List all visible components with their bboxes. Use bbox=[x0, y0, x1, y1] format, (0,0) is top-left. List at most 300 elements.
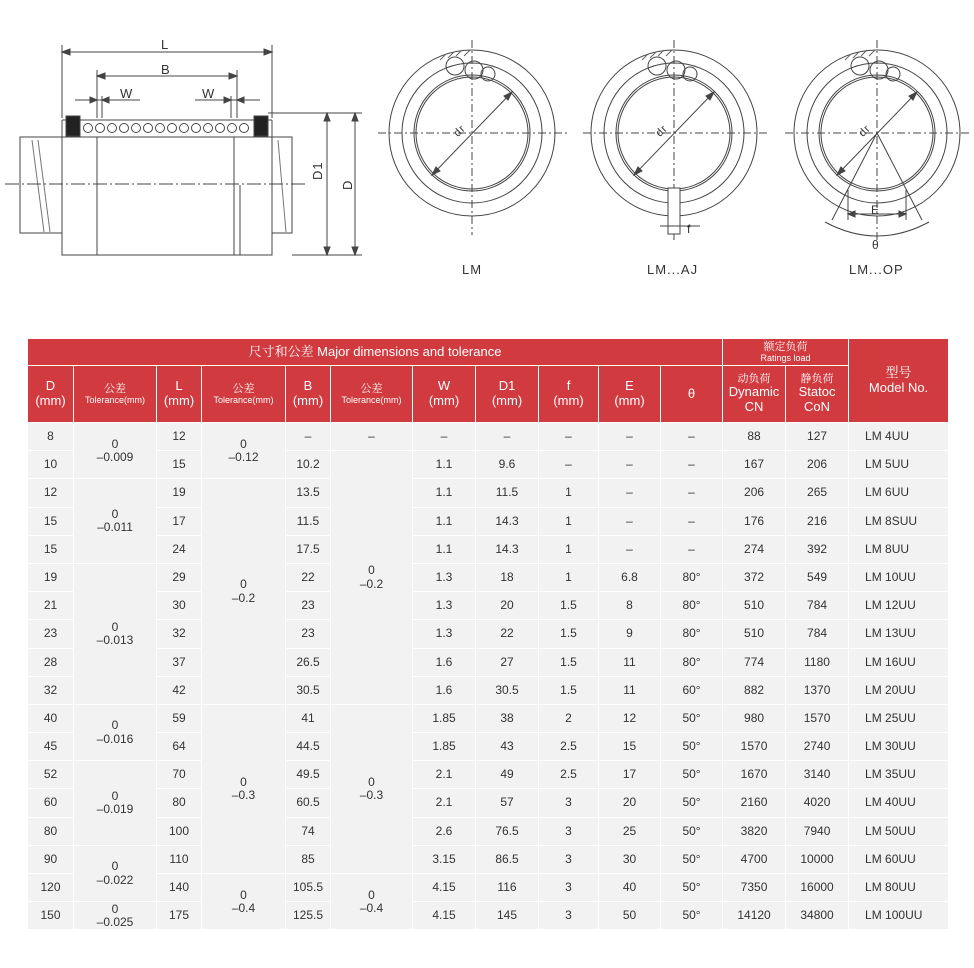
cell-f: 3 bbox=[539, 845, 599, 873]
tolerance-lower: –0.3 bbox=[231, 787, 256, 802]
tolerance-upper: 0 bbox=[240, 436, 247, 451]
cell-L: 110 bbox=[157, 845, 202, 873]
cell-f: – bbox=[539, 451, 599, 479]
cell-dynamic-load: 7350 bbox=[723, 874, 786, 902]
cell-L: 59 bbox=[157, 704, 202, 732]
cell-static-load: 1370 bbox=[786, 676, 849, 704]
cell-L: 64 bbox=[157, 733, 202, 761]
view-label-lm-op: LM...OP bbox=[849, 262, 904, 277]
cell-theta: 80° bbox=[661, 592, 723, 620]
cell-B: 60.5 bbox=[286, 789, 331, 817]
cell-E: 17 bbox=[599, 761, 661, 789]
tolerance-B-cell bbox=[331, 423, 413, 451]
table-row bbox=[28, 451, 949, 479]
seal-left bbox=[66, 116, 80, 136]
dim-D-label: D bbox=[340, 179, 355, 190]
cell-D: 23 bbox=[28, 620, 74, 648]
tolerance-upper: – bbox=[368, 429, 375, 443]
cell-D: 60 bbox=[28, 789, 74, 817]
cell-theta: 50° bbox=[661, 902, 723, 930]
cell-E: 40 bbox=[599, 874, 661, 902]
cell-f: 1.5 bbox=[539, 676, 599, 704]
cell-B: 74 bbox=[286, 817, 331, 845]
view-label-lm-aj: LM...AJ bbox=[647, 262, 699, 277]
dim-D1-label: D1 bbox=[310, 161, 325, 180]
cell-dynamic-load: 510 bbox=[723, 620, 786, 648]
cell-W: 1.1 bbox=[413, 479, 476, 507]
lm-op-dr-label: dr bbox=[856, 122, 874, 140]
tolerance-L-cell bbox=[202, 874, 286, 930]
tolerance-D-cell bbox=[74, 704, 157, 760]
ratings-header-cn: 额定负荷 bbox=[763, 340, 808, 353]
cell-D1: 49 bbox=[476, 761, 539, 789]
cell-model-no: LM 20UU bbox=[849, 676, 949, 704]
tolerance-lower: –0.025 bbox=[96, 914, 134, 929]
dim-W-left-label: W bbox=[120, 86, 134, 101]
cell-dynamic-load: 774 bbox=[723, 648, 786, 676]
cell-D: 28 bbox=[28, 648, 74, 676]
cell-theta: – bbox=[661, 451, 723, 479]
cell-theta: – bbox=[661, 507, 723, 535]
cell-B: 10.2 bbox=[286, 451, 331, 479]
cell-f: 1.5 bbox=[539, 620, 599, 648]
tolerance-lower: –0.2 bbox=[359, 576, 384, 591]
tolerance-upper: 0 bbox=[240, 887, 247, 902]
col-dynamic: 动负荷 Dynamic CN bbox=[723, 366, 786, 423]
cell-B: 105.5 bbox=[286, 874, 331, 902]
table-row bbox=[28, 535, 949, 563]
cell-D1: 20 bbox=[476, 592, 539, 620]
tolerance-D-cell bbox=[74, 479, 157, 564]
cell-theta: 80° bbox=[661, 620, 723, 648]
cell-f: 2 bbox=[539, 704, 599, 732]
cell-W: 1.6 bbox=[413, 676, 476, 704]
cell-theta: 50° bbox=[661, 817, 723, 845]
tolerance-L-cell bbox=[202, 479, 286, 705]
cell-E: 50 bbox=[599, 902, 661, 930]
shaft bbox=[20, 137, 62, 233]
cell-W: 1.1 bbox=[413, 535, 476, 563]
cell-D1: 30.5 bbox=[476, 676, 539, 704]
cell-theta: 50° bbox=[661, 874, 723, 902]
cell-static-load: 392 bbox=[786, 535, 849, 563]
cell-W: 1.6 bbox=[413, 648, 476, 676]
cell-D1: 22 bbox=[476, 620, 539, 648]
cell-dynamic-load: 88 bbox=[723, 423, 786, 451]
cell-f: 3 bbox=[539, 874, 599, 902]
cell-f: 1.5 bbox=[539, 592, 599, 620]
cell-L: 37 bbox=[157, 648, 202, 676]
dim-W-right-label: W bbox=[202, 86, 216, 101]
cell-D: 150 bbox=[28, 902, 74, 930]
cell-dynamic-load: 510 bbox=[723, 592, 786, 620]
cell-model-no: LM 10UU bbox=[849, 563, 949, 591]
tolerance-upper: 0 bbox=[111, 901, 119, 916]
tolerance-lower: –0.013 bbox=[96, 632, 134, 647]
side-view bbox=[5, 45, 362, 255]
cell-f: 1 bbox=[539, 479, 599, 507]
cell-model-no: LM 60UU bbox=[849, 845, 949, 873]
cell-D1: 38 bbox=[476, 704, 539, 732]
cell-model-no: LM 25UU bbox=[849, 704, 949, 732]
cell-L: 42 bbox=[157, 676, 202, 704]
cell-B: 49.5 bbox=[286, 761, 331, 789]
cell-E: – bbox=[599, 507, 661, 535]
cell-B: 11.5 bbox=[286, 507, 331, 535]
tolerance-upper: 0 bbox=[368, 887, 375, 902]
tolerance-B-cell bbox=[331, 874, 413, 930]
cell-static-load: 1180 bbox=[786, 648, 849, 676]
cell-D: 15 bbox=[28, 507, 74, 535]
cell-dynamic-load: 167 bbox=[723, 451, 786, 479]
cell-B: 125.5 bbox=[286, 902, 331, 930]
cell-theta: 50° bbox=[661, 761, 723, 789]
tolerance-lower: –0.009 bbox=[96, 449, 134, 464]
cell-W: 1.85 bbox=[413, 704, 476, 732]
col-tol-B: 公差 Tolerance(mm) bbox=[331, 366, 413, 423]
cell-dynamic-load: 1670 bbox=[723, 761, 786, 789]
cell-E: – bbox=[599, 535, 661, 563]
tolerance-D-cell bbox=[74, 845, 157, 901]
cell-W: 2.1 bbox=[413, 761, 476, 789]
dimension-table bbox=[27, 338, 949, 930]
cell-B: 23 bbox=[286, 620, 331, 648]
col-W: W (mm) bbox=[413, 366, 476, 423]
cell-dynamic-load: 206 bbox=[723, 479, 786, 507]
cell-D: 90 bbox=[28, 845, 74, 873]
ball-row bbox=[84, 124, 249, 133]
cell-E: 12 bbox=[599, 704, 661, 732]
cell-B: – bbox=[286, 423, 331, 451]
cell-static-load: 127 bbox=[786, 423, 849, 451]
cell-dynamic-load: 4700 bbox=[723, 845, 786, 873]
tolerance-upper: 0 bbox=[111, 718, 119, 733]
cell-theta: – bbox=[661, 423, 723, 451]
cell-L: 100 bbox=[157, 817, 202, 845]
cell-D: 45 bbox=[28, 733, 74, 761]
cell-D: 40 bbox=[28, 704, 74, 732]
cell-f: – bbox=[539, 423, 599, 451]
cell-D1: 43 bbox=[476, 733, 539, 761]
group-header: 尺寸和公差 Major dimensions and tolerance bbox=[28, 339, 723, 366]
cell-f: 2.5 bbox=[539, 733, 599, 761]
cell-dynamic-load: 980 bbox=[723, 704, 786, 732]
cell-static-load: 4020 bbox=[786, 789, 849, 817]
tolerance-lower: –0.011 bbox=[97, 520, 133, 535]
cell-model-no: LM 80UU bbox=[849, 874, 949, 902]
lm-op-theta-label: θ bbox=[872, 238, 880, 252]
cell-D1: 14.3 bbox=[476, 507, 539, 535]
model-header-cn: 型号 bbox=[885, 364, 912, 380]
cell-D1: 76.5 bbox=[476, 817, 539, 845]
cell-model-no: LM 6UU bbox=[849, 479, 949, 507]
tolerance-D-cell bbox=[74, 761, 157, 846]
table-row bbox=[28, 507, 949, 535]
cell-f: 1 bbox=[539, 507, 599, 535]
cell-D: 8 bbox=[28, 423, 74, 451]
cell-D1: 27 bbox=[476, 648, 539, 676]
cell-B: 30.5 bbox=[286, 676, 331, 704]
tolerance-lower: –0.3 bbox=[359, 787, 384, 802]
cell-E: 11 bbox=[599, 676, 661, 704]
cell-D1: 14.3 bbox=[476, 535, 539, 563]
cell-E: 20 bbox=[599, 789, 661, 817]
cell-theta: – bbox=[661, 535, 723, 563]
cell-B: 41 bbox=[286, 704, 331, 732]
cell-model-no: LM 12UU bbox=[849, 592, 949, 620]
cell-model-no: LM 50UU bbox=[849, 817, 949, 845]
cell-static-load: 2740 bbox=[786, 733, 849, 761]
cell-static-load: 265 bbox=[786, 479, 849, 507]
cell-W: – bbox=[413, 423, 476, 451]
cell-W: 2.1 bbox=[413, 789, 476, 817]
model-header bbox=[849, 339, 949, 423]
cell-L: 17 bbox=[157, 507, 202, 535]
cell-E: 9 bbox=[599, 620, 661, 648]
cell-W: 1.1 bbox=[413, 507, 476, 535]
cell-D: 21 bbox=[28, 592, 74, 620]
cell-f: 3 bbox=[539, 817, 599, 845]
cell-D: 52 bbox=[28, 761, 74, 789]
col-tol-D: 公差 Tolerance(mm) bbox=[74, 366, 157, 423]
tolerance-upper: 0 bbox=[111, 859, 119, 874]
lm-aj-f-label: f bbox=[687, 222, 692, 236]
tolerance-lower: –0.016 bbox=[96, 731, 134, 746]
cell-model-no: LM 8UU bbox=[849, 535, 949, 563]
cell-static-load: 16000 bbox=[786, 874, 849, 902]
cell-dynamic-load: 882 bbox=[723, 676, 786, 704]
table-row bbox=[28, 761, 949, 789]
cell-model-no: LM 4UU bbox=[849, 423, 949, 451]
cell-dynamic-load: 176 bbox=[723, 507, 786, 535]
table-row bbox=[28, 845, 949, 873]
table-body bbox=[28, 423, 949, 930]
dim-L-label: L bbox=[161, 37, 170, 52]
cell-model-no: LM 35UU bbox=[849, 761, 949, 789]
cell-theta: 50° bbox=[661, 845, 723, 873]
cell-B: 44.5 bbox=[286, 733, 331, 761]
cell-model-no: LM 30UU bbox=[849, 733, 949, 761]
cell-D: 120 bbox=[28, 874, 74, 902]
cell-D: 80 bbox=[28, 817, 74, 845]
table-row bbox=[28, 479, 949, 507]
col-D: D (mm) bbox=[28, 366, 74, 423]
tolerance-upper: 0 bbox=[368, 774, 375, 789]
cell-static-load: 1570 bbox=[786, 704, 849, 732]
cell-W: 2.6 bbox=[413, 817, 476, 845]
cell-D: 19 bbox=[28, 563, 74, 591]
col-theta: θ bbox=[661, 366, 723, 423]
cell-static-load: 784 bbox=[786, 592, 849, 620]
cell-static-load: 784 bbox=[786, 620, 849, 648]
table-row bbox=[28, 592, 949, 620]
tolerance-B-cell bbox=[331, 704, 413, 873]
cell-dynamic-load: 2160 bbox=[723, 789, 786, 817]
cell-B: 85 bbox=[286, 845, 331, 873]
cell-f: 3 bbox=[539, 902, 599, 930]
col-L: L (mm) bbox=[157, 366, 202, 423]
cell-W: 4.15 bbox=[413, 874, 476, 902]
cell-B: 22 bbox=[286, 563, 331, 591]
tolerance-L-cell bbox=[202, 704, 286, 873]
col-f: f (mm) bbox=[539, 366, 599, 423]
cell-D1: 86.5 bbox=[476, 845, 539, 873]
cell-L: 15 bbox=[157, 451, 202, 479]
tolerance-lower: –0.12 bbox=[228, 449, 259, 464]
cell-static-load: 549 bbox=[786, 563, 849, 591]
cell-B: 17.5 bbox=[286, 535, 331, 563]
cell-E: 25 bbox=[599, 817, 661, 845]
cell-theta: 50° bbox=[661, 789, 723, 817]
cell-dynamic-load: 3820 bbox=[723, 817, 786, 845]
tolerance-B-cell bbox=[331, 451, 413, 705]
cell-model-no: LM 16UU bbox=[849, 648, 949, 676]
cell-D: 10 bbox=[28, 451, 74, 479]
cell-B: 26.5 bbox=[286, 648, 331, 676]
cell-E: – bbox=[599, 451, 661, 479]
cell-model-no: LM 5UU bbox=[849, 451, 949, 479]
cell-L: 29 bbox=[157, 563, 202, 591]
col-B: B (mm) bbox=[286, 366, 331, 423]
cell-W: 1.3 bbox=[413, 620, 476, 648]
tolerance-upper: 0 bbox=[240, 577, 247, 592]
cell-theta: 50° bbox=[661, 733, 723, 761]
tolerance-lower: –0.4 bbox=[359, 900, 384, 915]
tolerance-upper: 0 bbox=[111, 788, 119, 803]
cell-theta: – bbox=[661, 479, 723, 507]
cell-f: 1 bbox=[539, 563, 599, 591]
cell-D1: 9.6 bbox=[476, 451, 539, 479]
bearing-drawings bbox=[0, 0, 974, 300]
cell-theta: 80° bbox=[661, 563, 723, 591]
cell-dynamic-load: 274 bbox=[723, 535, 786, 563]
cell-W: 1.85 bbox=[413, 733, 476, 761]
cell-W: 1.1 bbox=[413, 451, 476, 479]
cell-L: 140 bbox=[157, 874, 202, 902]
seal-right bbox=[254, 116, 268, 136]
cell-D1: 116 bbox=[476, 874, 539, 902]
tolerance-L-cell bbox=[202, 423, 286, 479]
lm-dr-label: dr bbox=[451, 122, 469, 140]
cell-static-load: 3140 bbox=[786, 761, 849, 789]
cell-static-load: 7940 bbox=[786, 817, 849, 845]
lm-op-E-label: E bbox=[871, 203, 881, 217]
lm-aj-dr-label: dr bbox=[653, 122, 671, 140]
cell-f: 3 bbox=[539, 789, 599, 817]
col-static: 静负荷 Statoc CoN bbox=[786, 366, 849, 423]
cell-D: 12 bbox=[28, 479, 74, 507]
tolerance-upper: 0 bbox=[368, 563, 375, 578]
cell-W: 4.15 bbox=[413, 902, 476, 930]
cell-theta: 80° bbox=[661, 648, 723, 676]
cell-W: 3.15 bbox=[413, 845, 476, 873]
cell-dynamic-load: 1570 bbox=[723, 733, 786, 761]
tolerance-upper: 0 bbox=[111, 619, 119, 634]
table-row bbox=[28, 620, 949, 648]
cell-f: 1 bbox=[539, 535, 599, 563]
cell-model-no: LM 8SUU bbox=[849, 507, 949, 535]
table-row bbox=[28, 676, 949, 704]
cell-E: 30 bbox=[599, 845, 661, 873]
cell-dynamic-load: 372 bbox=[723, 563, 786, 591]
tolerance-D-cell bbox=[74, 563, 157, 704]
cell-E: 11 bbox=[599, 648, 661, 676]
cell-f: 1.5 bbox=[539, 648, 599, 676]
cell-dynamic-load: 14120 bbox=[723, 902, 786, 930]
col-tol-L: 公差 Tolerance(mm) bbox=[202, 366, 286, 423]
table-row bbox=[28, 902, 949, 930]
cell-E: 15 bbox=[599, 733, 661, 761]
tolerance-upper: 0 bbox=[111, 506, 119, 521]
table-row bbox=[28, 563, 949, 591]
tolerance-lower: –0.2 bbox=[231, 590, 256, 605]
cell-E: 8 bbox=[599, 592, 661, 620]
cell-D: 32 bbox=[28, 676, 74, 704]
tolerance-lower: –0.019 bbox=[96, 802, 134, 817]
cell-D1: 145 bbox=[476, 902, 539, 930]
table-row bbox=[28, 704, 949, 732]
cell-model-no: LM 13UU bbox=[849, 620, 949, 648]
cell-L: 175 bbox=[157, 902, 202, 930]
view-label-lm: LM bbox=[462, 262, 483, 277]
cell-E: – bbox=[599, 479, 661, 507]
ratings-header bbox=[723, 339, 849, 366]
cell-B: 13.5 bbox=[286, 479, 331, 507]
cell-L: 12 bbox=[157, 423, 202, 451]
tolerance-lower: –0.4 bbox=[231, 900, 256, 915]
tolerance-upper: 0 bbox=[111, 436, 119, 451]
cell-L: 70 bbox=[157, 761, 202, 789]
cell-D1: 11.5 bbox=[476, 479, 539, 507]
cell-W: 1.3 bbox=[413, 563, 476, 591]
table-row bbox=[28, 423, 949, 451]
cell-L: 30 bbox=[157, 592, 202, 620]
cell-model-no: LM 100UU bbox=[849, 902, 949, 930]
table-row bbox=[28, 648, 949, 676]
cell-theta: 50° bbox=[661, 704, 723, 732]
tolerance-lower: –0.022 bbox=[96, 872, 134, 887]
tolerance-D-cell bbox=[74, 423, 157, 479]
model-header-en: Model No. bbox=[868, 379, 929, 395]
cell-L: 80 bbox=[157, 789, 202, 817]
cell-D1: 57 bbox=[476, 789, 539, 817]
table-row bbox=[28, 733, 949, 761]
cell-f: 2.5 bbox=[539, 761, 599, 789]
table-row bbox=[28, 817, 949, 845]
cell-E: 6.8 bbox=[599, 563, 661, 591]
cell-model-no: LM 40UU bbox=[849, 789, 949, 817]
ratings-header-en: Ratings load bbox=[760, 353, 811, 364]
col-E: E (mm) bbox=[599, 366, 661, 423]
cell-L: 19 bbox=[157, 479, 202, 507]
cell-D1: – bbox=[476, 423, 539, 451]
cell-D: 15 bbox=[28, 535, 74, 563]
front-view-lm-aj bbox=[583, 40, 770, 240]
cell-L: 24 bbox=[157, 535, 202, 563]
cell-static-load: 34800 bbox=[786, 902, 849, 930]
cell-D1: 18 bbox=[476, 563, 539, 591]
cell-static-load: 206 bbox=[786, 451, 849, 479]
cell-L: 32 bbox=[157, 620, 202, 648]
table-row bbox=[28, 789, 949, 817]
cell-static-load: 216 bbox=[786, 507, 849, 535]
cell-static-load: 10000 bbox=[786, 845, 849, 873]
cell-B: 23 bbox=[286, 592, 331, 620]
tolerance-D-cell bbox=[74, 902, 157, 930]
col-D1: D1 (mm) bbox=[476, 366, 539, 423]
dim-B-label: B bbox=[161, 62, 171, 77]
cell-E: – bbox=[599, 423, 661, 451]
